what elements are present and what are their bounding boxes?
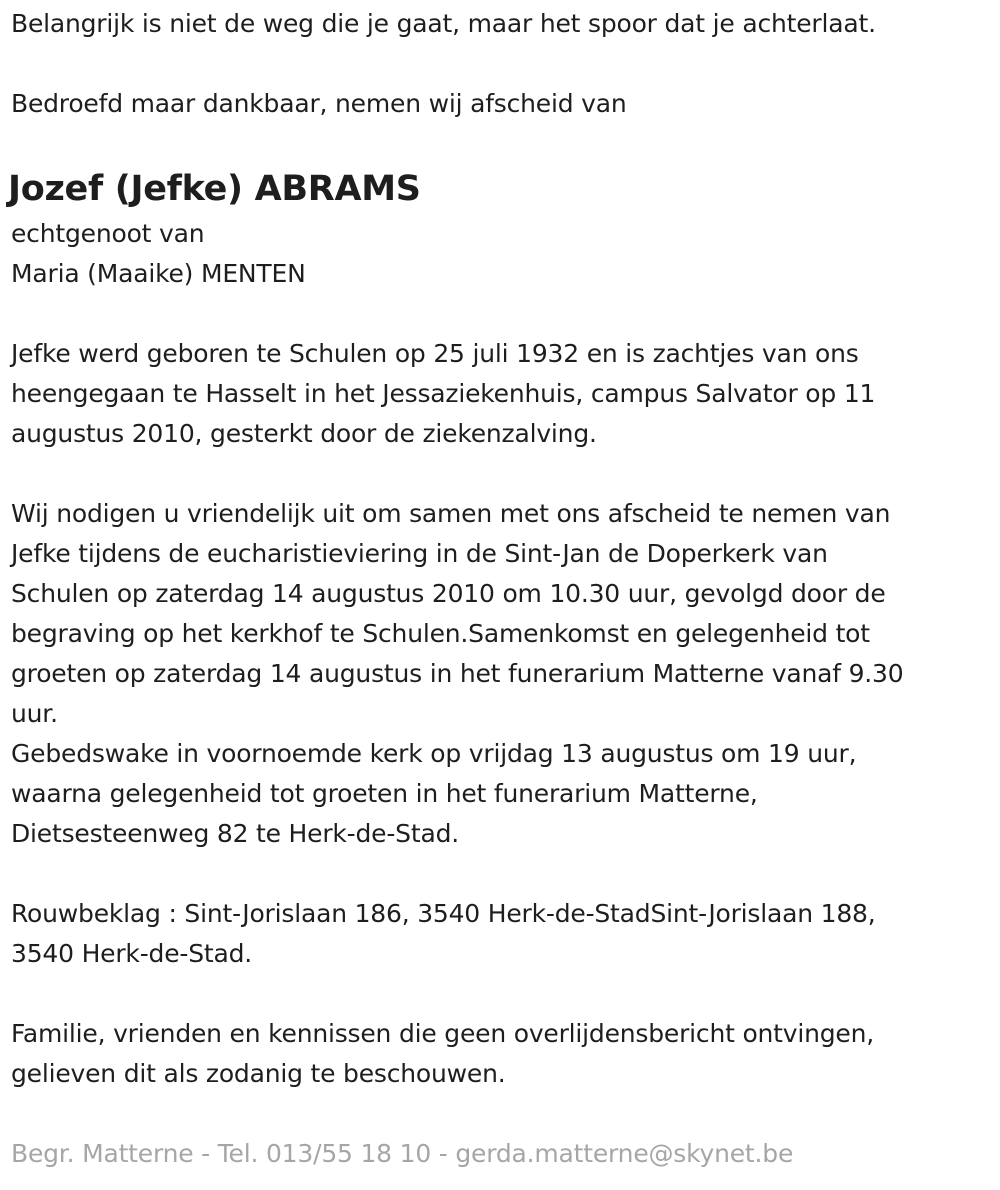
motto: Belangrijk is niet de weg die je gaat, maar het spoor dat je achterlaat. [11,9,876,38]
paragraph-line: gelieven dit als zodanig te beschouwen. [11,1059,506,1088]
paragraph-line: augustus 2010, gesterkt door de ziekenzalving. [11,419,597,448]
ceremony-paragraph [11,494,996,854]
paragraph-line: Gebedswake in voornoemde kerk op vrijdag 13 augustus om 19 uur, [11,739,857,768]
paragraph-line: waarna gelegenheid tot groeten in het funerarium Matterne, [11,779,758,808]
intro-text: Bedroefd maar dankbaar, nemen wij afscheid van [11,89,627,118]
spacer [11,124,996,164]
spacer [11,854,996,894]
funeral-home-footer: Begr. Matterne - Tel. 013/55 18 10 - gerda.matterne@skynet.be [11,1139,794,1168]
spouse-name: Maria (Maaike) MENTEN [11,259,306,288]
obituary-document [8,4,996,1094]
paragraph-line: begraving op het kerkhof te Schulen.Samenkomst en gelegenheid tot [11,619,870,648]
relation-line: echtgenoot van [11,219,205,248]
paragraph-line: Schulen op zaterdag 14 augustus 2010 om 10.30 uur, gevolgd door de [11,579,886,608]
notice-paragraph [11,1014,996,1094]
spacer [11,454,996,494]
spacer [11,294,996,334]
paragraph-line: Wij nodigen u vriendelijk uit om samen met ons afscheid te nemen van [11,499,891,528]
paragraph-line: Rouwbeklag : Sint-Jorislaan 186, 3540 Herk-de-StadSint-Jorislaan 188, [11,899,876,928]
paragraph-line: groeten op zaterdag 14 augustus in het funerarium Matterne vanaf 9.30 [11,659,904,688]
paragraph-line: heengegaan te Hasselt in het Jessaziekenhuis, campus Salvator op 11 [11,379,876,408]
paragraph-line: Dietsesteenweg 82 te Herk-de-Stad. [11,819,459,848]
spacer [11,974,996,1014]
paragraph-line: Jefke werd geboren te Schulen op 25 juli 1932 en is zachtjes van ons [11,339,859,368]
deceased-name: Jozef (Jefke) ABRAMS [8,169,421,209]
spacer [11,44,996,84]
paragraph-line: uur. [11,699,58,728]
condolence-paragraph [11,894,996,974]
paragraph-line: 3540 Herk-de-Stad. [11,939,253,968]
birth-death-paragraph [11,334,996,454]
paragraph-line: Familie, vrienden en kennissen die geen overlijdensbericht ontvingen, [11,1019,875,1048]
paragraph-line: Jefke tijdens de eucharistieviering in de Sint-Jan de Doperkerk van [11,539,828,568]
